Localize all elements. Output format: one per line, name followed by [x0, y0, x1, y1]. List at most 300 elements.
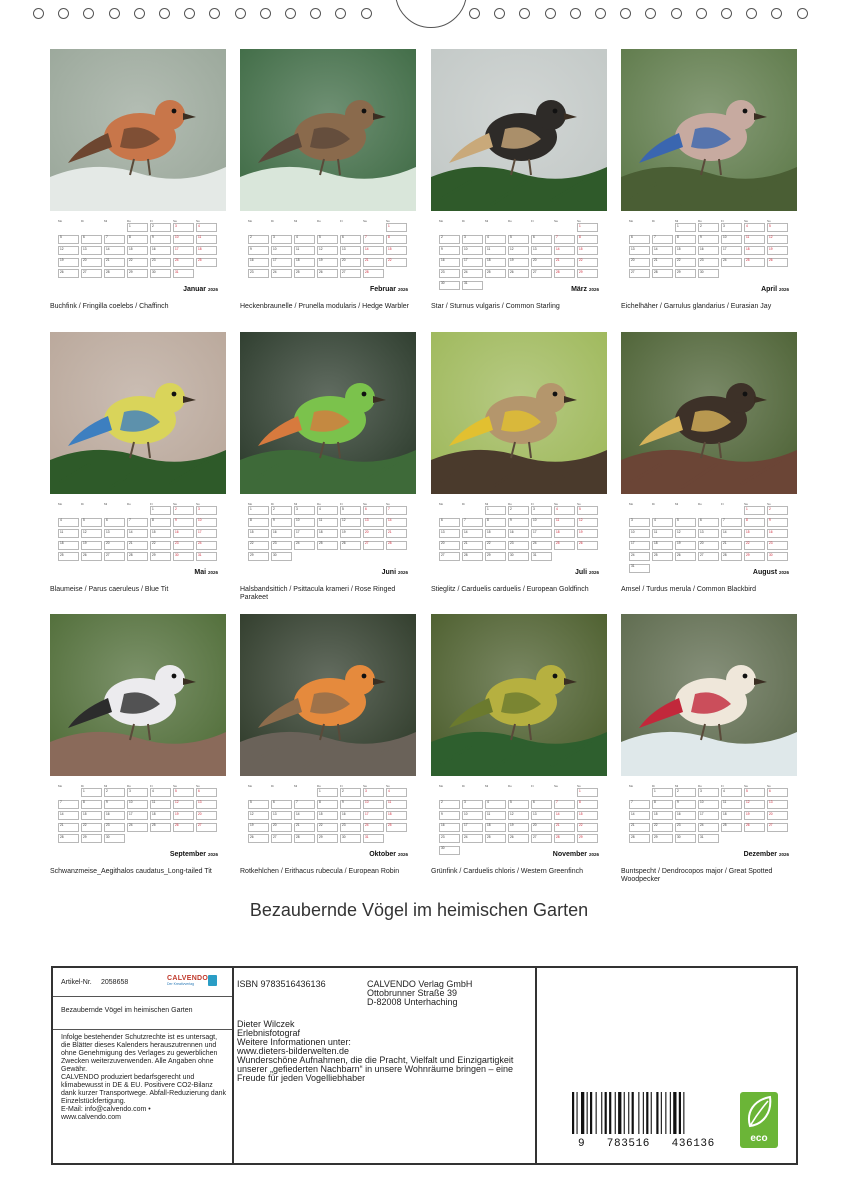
day-cell: 15 — [577, 246, 598, 255]
day-cell: 20 — [340, 258, 361, 267]
day-cell: 18 — [294, 258, 315, 267]
day-cell: 22 — [317, 823, 338, 832]
month-name — [183, 286, 218, 293]
weekday-label: Di — [652, 219, 655, 223]
bird-caption: Eichelhäher / Garrulus glandarius / Eurasian Jay — [621, 303, 772, 310]
weekday-label: Mi — [485, 219, 489, 223]
weekday-label: Mo — [248, 502, 253, 506]
day-cell: 22 — [485, 541, 506, 550]
publisher-city: D-82008 Unterhaching — [367, 997, 458, 1007]
publisher-column — [234, 968, 537, 1163]
day-cell: 24 — [196, 541, 217, 550]
day-cell: 27 — [81, 269, 102, 278]
day-cell: 3 — [196, 506, 217, 515]
barcode-bar — [670, 1092, 671, 1134]
bird-illustration-icon — [431, 614, 607, 776]
day-cell: 21 — [386, 529, 407, 538]
bird-photo — [50, 614, 226, 776]
weekday-label: Sa — [363, 784, 367, 788]
day-cell: 8 — [317, 800, 338, 809]
day-cell: 22 — [744, 541, 765, 550]
binding-hole — [285, 8, 296, 19]
eco-badge-icon — [740, 1092, 778, 1148]
day-cell: 5 — [508, 800, 529, 809]
weekday-label: Sa — [554, 502, 558, 506]
day-cell: 1 — [675, 223, 696, 232]
day-cell: 6 — [767, 788, 788, 797]
weekday-label: Mi — [485, 502, 489, 506]
author-description: Wunderschöne Aufnahmen, die die Pracht, Vielfalt und Einzigartigkeit unserer „gefiederten Nachbarn“ in unsere Wohnräume bringen – eine Freude für jeden Vogelliebhaber — [237, 1055, 514, 1083]
day-cell: 10 — [196, 518, 217, 527]
day-cell: 26 — [58, 269, 79, 278]
date-grid — [629, 784, 791, 839]
day-cell: 13 — [363, 518, 384, 527]
day-cell: 21 — [104, 258, 125, 267]
day-cell: 12 — [58, 246, 79, 255]
day-cell: 22 — [675, 258, 696, 267]
day-cell: 21 — [721, 541, 742, 550]
weekday-label: Sa — [173, 502, 177, 506]
day-cell: 3 — [173, 223, 194, 232]
day-cell: 27 — [531, 269, 552, 278]
day-cell: 16 — [271, 529, 292, 538]
weekday-label: Sa — [363, 502, 367, 506]
day-cell: 20 — [363, 529, 384, 538]
weekday-label: Fr — [531, 502, 534, 506]
month-name — [575, 569, 599, 576]
day-cell: 2 — [104, 788, 125, 797]
day-cell: 14 — [294, 811, 315, 820]
barcode-bar — [572, 1092, 574, 1134]
day-cell: 16 — [340, 811, 361, 820]
month-year: 2026 — [207, 852, 218, 857]
day-cell: 29 — [675, 269, 696, 278]
day-cell: 21 — [652, 258, 673, 267]
day-cell: 8 — [744, 518, 765, 527]
weekday-label: So — [767, 502, 771, 506]
day-cell: 21 — [294, 823, 315, 832]
day-cell: 11 — [196, 235, 217, 244]
weekday-label: Do — [127, 502, 131, 506]
day-cell: 25 — [554, 541, 575, 550]
day-cell: 15 — [485, 529, 506, 538]
day-cell: 1 — [248, 506, 269, 515]
day-cell: 22 — [652, 823, 673, 832]
binding-hole — [159, 8, 170, 19]
binding-hole — [696, 8, 707, 19]
contact-email: E-Mail: info@calvendo.com • — [61, 1106, 151, 1113]
barcode-bar — [646, 1092, 648, 1134]
day-cell: 16 — [104, 811, 125, 820]
day-cell: 31 — [363, 834, 384, 843]
day-cell: 6 — [271, 800, 292, 809]
bird-photo — [621, 49, 797, 211]
day-cell: 11 — [744, 235, 765, 244]
day-cell: 24 — [721, 258, 742, 267]
day-cell: 6 — [531, 235, 552, 244]
day-cell: 16 — [767, 529, 788, 538]
day-cell: 14 — [721, 529, 742, 538]
day-cell: 26 — [317, 269, 338, 278]
month-year: 2026 — [397, 287, 408, 292]
day-cell: 16 — [248, 258, 269, 267]
day-cell: 8 — [652, 800, 673, 809]
weekday-label: So — [196, 502, 200, 506]
weekday-label: Do — [127, 784, 131, 788]
weekday-label: Do — [127, 219, 131, 223]
day-cell: 4 — [744, 223, 765, 232]
day-cell: 5 — [508, 235, 529, 244]
day-cell: 12 — [508, 811, 529, 820]
day-cell: 24 — [173, 258, 194, 267]
day-cell: 6 — [439, 518, 460, 527]
barcode-bar — [638, 1092, 639, 1134]
day-cell: 13 — [104, 529, 125, 538]
weekday-label: Di — [81, 502, 84, 506]
weekday-label: Do — [508, 784, 512, 788]
barcode-bar — [632, 1092, 634, 1134]
day-cell: 20 — [698, 541, 719, 550]
day-cell: 25 — [386, 823, 407, 832]
weekday-label: Sa — [744, 219, 748, 223]
day-cell: 5 — [81, 518, 102, 527]
day-cell: 21 — [127, 541, 148, 550]
month-year: 2026 — [397, 570, 408, 575]
day-cell: 18 — [317, 529, 338, 538]
day-cell: 5 — [675, 518, 696, 527]
day-cell: 10 — [127, 800, 148, 809]
day-cell: 24 — [629, 552, 650, 561]
day-cell: 4 — [150, 788, 171, 797]
day-cell: 10 — [629, 529, 650, 538]
day-cell: 9 — [439, 811, 460, 820]
day-cell: 1 — [577, 788, 598, 797]
day-cell: 23 — [698, 258, 719, 267]
day-cell: 19 — [340, 529, 361, 538]
weekday-label: So — [577, 784, 581, 788]
weekday-label: Mi — [675, 502, 679, 506]
weekday-label: Mi — [104, 784, 108, 788]
day-cell: 24 — [271, 269, 292, 278]
weekday-label: Mo — [439, 784, 444, 788]
day-cell: 31 — [698, 834, 719, 843]
logo-subtext: Der Kreativverlag — [167, 982, 195, 986]
day-cell: 2 — [248, 235, 269, 244]
day-cell: 8 — [248, 518, 269, 527]
month-label: November — [552, 851, 588, 858]
month-label: Mai — [194, 569, 207, 576]
day-cell: 15 — [675, 246, 696, 255]
day-cell: 16 — [150, 246, 171, 255]
day-cell: 21 — [629, 823, 650, 832]
day-cell: 3 — [271, 235, 292, 244]
day-cell: 28 — [629, 834, 650, 843]
binding-hole — [595, 8, 606, 19]
day-cell: 11 — [721, 800, 742, 809]
day-cell: 17 — [721, 246, 742, 255]
day-cell: 16 — [675, 811, 696, 820]
month-year: 2026 — [778, 852, 789, 857]
weekday-label: Mo — [58, 219, 63, 223]
weekday-label: So — [577, 502, 581, 506]
day-cell: 23 — [508, 541, 529, 550]
day-cell: 12 — [675, 529, 696, 538]
barcode-bar — [665, 1092, 666, 1134]
day-cell: 14 — [104, 246, 125, 255]
weekday-label: Di — [462, 784, 465, 788]
binding-hole — [797, 8, 808, 19]
month-name — [571, 286, 599, 293]
day-cell: 13 — [271, 811, 292, 820]
day-cell: 10 — [462, 811, 483, 820]
day-cell: 17 — [294, 529, 315, 538]
day-cell: 10 — [271, 246, 292, 255]
barcode-bar — [590, 1092, 592, 1134]
day-cell: 6 — [629, 235, 650, 244]
author-name: Dieter Wilczek — [237, 1019, 295, 1029]
day-cell: 15 — [652, 811, 673, 820]
day-cell: 7 — [629, 800, 650, 809]
day-cell: 20 — [629, 258, 650, 267]
binding-hole — [335, 8, 346, 19]
day-cell: 30 — [439, 846, 460, 855]
weekday-label: Fr — [531, 219, 534, 223]
day-cell: 24 — [531, 541, 552, 550]
day-cell: 7 — [294, 800, 315, 809]
weekday-label: Fr — [721, 502, 724, 506]
day-cell: 28 — [294, 834, 315, 843]
day-cell: 15 — [127, 246, 148, 255]
day-cell: 21 — [462, 541, 483, 550]
day-cell: 12 — [767, 235, 788, 244]
day-cell: 13 — [340, 246, 361, 255]
binding-hole — [494, 8, 505, 19]
weekday-label: So — [196, 784, 200, 788]
date-grid — [248, 784, 410, 839]
day-cell: 13 — [439, 529, 460, 538]
day-cell: 25 — [196, 258, 217, 267]
day-cell: 28 — [462, 552, 483, 561]
day-cell: 14 — [58, 811, 79, 820]
day-cell: 9 — [271, 518, 292, 527]
day-cell: 31 — [531, 552, 552, 561]
day-cell: 30 — [675, 834, 696, 843]
day-cell: 11 — [317, 518, 338, 527]
day-cell: 21 — [58, 823, 79, 832]
barcode-digits: 9 783516 436136 — [578, 1138, 715, 1150]
day-cell: 8 — [81, 800, 102, 809]
day-cell: 25 — [744, 258, 765, 267]
month-name — [382, 569, 408, 576]
day-cell: 14 — [462, 529, 483, 538]
date-grid — [629, 219, 791, 274]
bird-caption: Amsel / Turdus merula / Common Blackbird — [621, 586, 756, 593]
day-cell: 17 — [196, 529, 217, 538]
weekday-label: Fr — [150, 784, 153, 788]
weekday-label: Mo — [248, 784, 253, 788]
day-cell: 20 — [81, 258, 102, 267]
day-cell: 23 — [340, 823, 361, 832]
day-cell: 17 — [629, 541, 650, 550]
day-cell: 1 — [744, 506, 765, 515]
day-cell: 27 — [363, 541, 384, 550]
day-cell: 18 — [652, 541, 673, 550]
day-cell: 1 — [150, 506, 171, 515]
day-cell: 7 — [652, 235, 673, 244]
day-cell: 3 — [462, 235, 483, 244]
day-cell: 17 — [531, 529, 552, 538]
day-cell: 3 — [698, 788, 719, 797]
publisher-name: CALVENDO Verlag GmbH — [367, 979, 473, 989]
day-cell: 14 — [629, 811, 650, 820]
day-cell: 20 — [104, 541, 125, 550]
barcode-bar — [656, 1092, 658, 1134]
day-cell: 29 — [248, 552, 269, 561]
day-cell: 20 — [767, 811, 788, 820]
binding-hole — [235, 8, 246, 19]
day-cell: 28 — [554, 834, 575, 843]
binding-hole — [83, 8, 94, 19]
bird-caption: Rotkehlchen / Erithacus rubecula / European Robin — [240, 868, 400, 875]
article-number: 2058658 — [101, 979, 129, 986]
barcode-bar — [673, 1092, 676, 1134]
weekday-label: Fr — [150, 502, 153, 506]
weekday-label: Di — [652, 784, 655, 788]
weekday-label: Fr — [531, 784, 534, 788]
binding-hole — [545, 8, 556, 19]
weekday-label: So — [767, 784, 771, 788]
day-cell: 29 — [150, 552, 171, 561]
bird-illustration-icon — [240, 332, 416, 494]
day-cell: 4 — [386, 788, 407, 797]
month-label: September — [169, 851, 207, 858]
day-cell: 25 — [721, 823, 742, 832]
month-label: April — [761, 286, 778, 293]
weekday-label: Do — [698, 219, 702, 223]
day-cell: 14 — [554, 246, 575, 255]
day-cell: 6 — [698, 518, 719, 527]
day-cell: 30 — [104, 834, 125, 843]
day-cell: 2 — [173, 506, 194, 515]
day-cell: 17 — [173, 246, 194, 255]
day-cell: 28 — [386, 541, 407, 550]
day-cell: 4 — [554, 506, 575, 515]
day-cell: 18 — [58, 541, 79, 550]
day-cell: 22 — [577, 258, 598, 267]
binding-hole — [721, 8, 732, 19]
weekday-label: Sa — [554, 784, 558, 788]
author-info — [237, 1020, 529, 1083]
day-cell: 6 — [104, 518, 125, 527]
day-cell: 27 — [629, 269, 650, 278]
day-cell: 28 — [721, 552, 742, 561]
day-cell: 29 — [317, 834, 338, 843]
day-cell: 4 — [485, 800, 506, 809]
day-cell: 15 — [248, 529, 269, 538]
day-cell: 2 — [271, 506, 292, 515]
day-cell: 8 — [577, 235, 598, 244]
day-cell: 1 — [81, 788, 102, 797]
day-cell: 4 — [58, 518, 79, 527]
day-cell: 17 — [698, 811, 719, 820]
day-cell: 7 — [554, 800, 575, 809]
day-cell: 10 — [294, 518, 315, 527]
weekday-label: Di — [81, 784, 84, 788]
day-cell: 1 — [127, 223, 148, 232]
weekday-label: Mo — [629, 219, 634, 223]
month-year: 2026 — [588, 852, 599, 857]
day-cell: 5 — [317, 235, 338, 244]
day-cell: 6 — [531, 800, 552, 809]
day-cell: 1 — [485, 506, 506, 515]
day-cell: 14 — [652, 246, 673, 255]
day-cell: 30 — [150, 269, 171, 278]
legal-block — [61, 1034, 227, 1122]
day-cell: 10 — [363, 800, 384, 809]
month-label: März — [571, 286, 588, 293]
day-cell: 9 — [248, 246, 269, 255]
month-year: 2026 — [778, 287, 789, 292]
bird-illustration-icon — [621, 49, 797, 211]
day-cell: 9 — [173, 518, 194, 527]
day-cell: 23 — [439, 834, 460, 843]
month-label: Juni — [381, 569, 397, 576]
weekday-label: Do — [317, 784, 321, 788]
day-cell: 30 — [439, 281, 460, 290]
day-cell: 11 — [58, 529, 79, 538]
barcode-bar — [596, 1092, 597, 1134]
day-cell: 26 — [173, 823, 194, 832]
day-cell: 13 — [531, 246, 552, 255]
title-box — [53, 997, 232, 1030]
publisher-street: Ottobrunner Straße 39 — [367, 988, 458, 998]
day-cell: 30 — [271, 552, 292, 561]
weekday-label: So — [767, 219, 771, 223]
day-cell: 25 — [652, 552, 673, 561]
day-cell: 23 — [675, 823, 696, 832]
day-cell: 29 — [577, 834, 598, 843]
bird-photo — [431, 332, 607, 494]
barcode-bar — [609, 1092, 611, 1134]
day-cell: 4 — [294, 235, 315, 244]
day-cell: 7 — [554, 235, 575, 244]
month-label: Dezember — [743, 851, 778, 858]
day-cell: 22 — [81, 823, 102, 832]
day-cell: 24 — [462, 269, 483, 278]
weekday-label: Mi — [104, 502, 108, 506]
day-cell: 27 — [698, 552, 719, 561]
weekday-label: Fr — [150, 219, 153, 223]
day-cell: 18 — [485, 823, 506, 832]
binding-hole — [771, 8, 782, 19]
day-cell: 25 — [150, 823, 171, 832]
barcode-bar — [605, 1092, 607, 1134]
day-cell: 9 — [150, 235, 171, 244]
day-cell: 3 — [294, 506, 315, 515]
binding-hole — [58, 8, 69, 19]
legal-text: Infolge bestehender Schutzrechte ist es untersagt, die Blätter dieses Kalenders herauszutrennen und ohne Genehmigung des Verlages zu gewerblichen Zwecken weiterzuverwenden. Alle Angaben ohne Gewähr. — [61, 1034, 218, 1073]
bird-illustration-icon — [50, 332, 226, 494]
binding-hole — [260, 8, 271, 19]
month-year: 2026 — [588, 287, 599, 292]
day-cell: 22 — [386, 258, 407, 267]
day-cell: 11 — [554, 518, 575, 527]
day-cell: 7 — [386, 506, 407, 515]
weekday-label: Di — [271, 502, 274, 506]
month-name — [170, 851, 218, 858]
production-text: CALVENDO produziert bedarfsgerecht und klimabewusst in DE & EU. Positivere CO2-Bilanz dank kurzer Transportwege. Abfall-Reduzierung dank Einzelstückfertigung. — [61, 1074, 226, 1105]
weekday-label: Do — [317, 502, 321, 506]
